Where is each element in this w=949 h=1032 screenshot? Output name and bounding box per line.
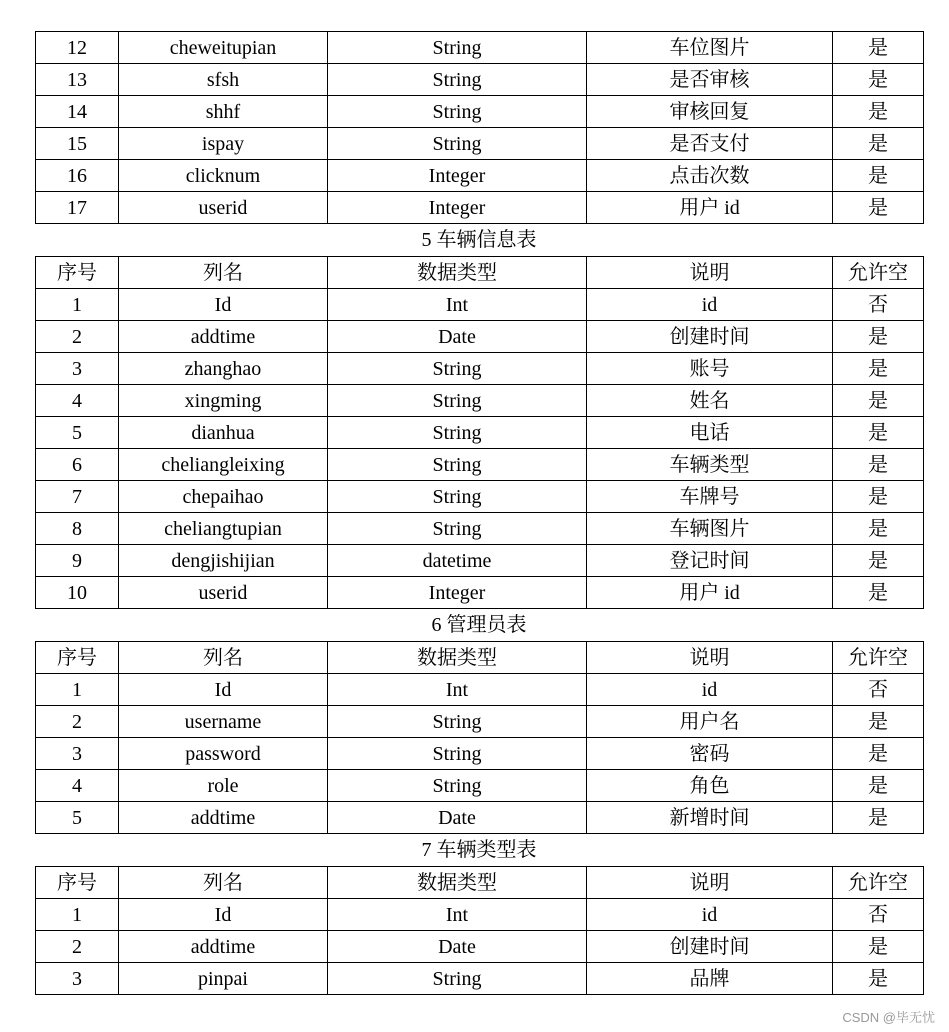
description-cell: 创建时间 [587, 321, 833, 353]
nullable-cell: 是 [833, 770, 924, 802]
data-type-cell: datetime [328, 545, 587, 577]
data-type-cell: String [328, 738, 587, 770]
seq-cell: 3 [36, 738, 119, 770]
table-row [36, 674, 924, 706]
header-description-cell: 说明 [587, 867, 833, 899]
column-name-cell: userid [119, 192, 328, 224]
table-row [36, 931, 924, 963]
schema-table [35, 641, 924, 834]
column-name-cell: password [119, 738, 328, 770]
seq-cell: 2 [36, 931, 119, 963]
description-cell: 登记时间 [587, 545, 833, 577]
column-name-cell: username [119, 706, 328, 738]
description-cell: 审核回复 [587, 96, 833, 128]
table-header-row [36, 257, 924, 289]
table-row [36, 577, 924, 609]
nullable-cell: 否 [833, 674, 924, 706]
header-data-type-cell: 数据类型 [328, 257, 587, 289]
table-row [36, 899, 924, 931]
seq-cell: 10 [36, 577, 119, 609]
description-cell: 账号 [587, 353, 833, 385]
seq-cell: 4 [36, 770, 119, 802]
seq-cell: 16 [36, 160, 119, 192]
schema-table [35, 256, 924, 609]
column-name-cell: cheliangtupian [119, 513, 328, 545]
table-caption: 5 车辆信息表 [421, 229, 537, 251]
nullable-cell: 是 [833, 385, 924, 417]
nullable-cell: 是 [833, 64, 924, 96]
nullable-cell: 是 [833, 545, 924, 577]
table-row [36, 128, 924, 160]
nullable-cell: 是 [833, 96, 924, 128]
column-name-cell: pinpai [119, 963, 328, 995]
description-cell: 创建时间 [587, 931, 833, 963]
header-seq-cell: 序号 [36, 257, 119, 289]
description-cell: 车辆类型 [587, 449, 833, 481]
column-name-cell: addtime [119, 931, 328, 963]
data-type-cell: String [328, 128, 587, 160]
nullable-cell: 是 [833, 931, 924, 963]
table-row [36, 32, 924, 64]
description-cell: 是否支付 [587, 128, 833, 160]
data-type-cell: String [328, 513, 587, 545]
nullable-cell: 是 [833, 128, 924, 160]
nullable-cell: 否 [833, 899, 924, 931]
seq-cell: 5 [36, 802, 119, 834]
description-cell: 点击次数 [587, 160, 833, 192]
table-row [36, 353, 924, 385]
column-name-cell: role [119, 770, 328, 802]
description-cell: 角色 [587, 770, 833, 802]
column-name-cell: Id [119, 899, 328, 931]
table-caption: 6 管理员表 [431, 614, 527, 636]
data-type-cell: String [328, 963, 587, 995]
seq-cell: 14 [36, 96, 119, 128]
header-column-name-cell: 列名 [119, 642, 328, 674]
description-cell: 电话 [587, 417, 833, 449]
column-name-cell: userid [119, 577, 328, 609]
data-type-cell: String [328, 64, 587, 96]
table-row [36, 770, 924, 802]
table-row [36, 417, 924, 449]
table-row [36, 321, 924, 353]
description-cell: 车辆图片 [587, 513, 833, 545]
table-row [36, 192, 924, 224]
data-type-cell: String [328, 385, 587, 417]
table-row [36, 96, 924, 128]
seq-cell: 4 [36, 385, 119, 417]
description-cell: 车位图片 [587, 32, 833, 64]
table-row [36, 545, 924, 577]
nullable-cell: 是 [833, 706, 924, 738]
description-cell: id [587, 899, 833, 931]
description-cell: 是否审核 [587, 64, 833, 96]
nullable-cell: 是 [833, 32, 924, 64]
column-name-cell: zhanghao [119, 353, 328, 385]
table-row [36, 64, 924, 96]
data-type-cell: String [328, 706, 587, 738]
nullable-cell: 是 [833, 417, 924, 449]
header-description-cell: 说明 [587, 257, 833, 289]
data-type-cell: String [328, 449, 587, 481]
column-name-cell: Id [119, 674, 328, 706]
seq-cell: 1 [36, 899, 119, 931]
header-nullable-cell: 允许空 [833, 257, 924, 289]
data-type-cell: Date [328, 931, 587, 963]
data-type-cell: String [328, 417, 587, 449]
seq-cell: 3 [36, 353, 119, 385]
nullable-cell: 是 [833, 963, 924, 995]
table-row [36, 449, 924, 481]
table-row [36, 160, 924, 192]
column-name-cell: cheliangleixing [119, 449, 328, 481]
nullable-cell: 是 [833, 160, 924, 192]
data-type-cell: String [328, 96, 587, 128]
nullable-cell: 是 [833, 577, 924, 609]
description-cell: id [587, 674, 833, 706]
header-nullable-cell: 允许空 [833, 642, 924, 674]
description-cell: 车牌号 [587, 481, 833, 513]
seq-cell: 6 [36, 449, 119, 481]
seq-cell: 7 [36, 481, 119, 513]
header-seq-cell: 序号 [36, 642, 119, 674]
data-type-cell: Integer [328, 192, 587, 224]
column-name-cell: cheweitupian [119, 32, 328, 64]
seq-cell: 12 [36, 32, 119, 64]
description-cell: id [587, 289, 833, 321]
description-cell: 用户名 [587, 706, 833, 738]
data-type-cell: Date [328, 321, 587, 353]
nullable-cell: 是 [833, 513, 924, 545]
description-cell: 用户 id [587, 577, 833, 609]
data-type-cell: String [328, 770, 587, 802]
table-row [36, 963, 924, 995]
data-type-cell: Integer [328, 160, 587, 192]
column-name-cell: dianhua [119, 417, 328, 449]
header-description-cell: 说明 [587, 642, 833, 674]
nullable-cell: 是 [833, 449, 924, 481]
nullable-cell: 是 [833, 321, 924, 353]
data-type-cell: Int [328, 674, 587, 706]
data-type-cell: Int [328, 289, 587, 321]
header-column-name-cell: 列名 [119, 257, 328, 289]
table-caption: 7 车辆类型表 [421, 839, 537, 861]
table-row [36, 513, 924, 545]
column-name-cell: sfsh [119, 64, 328, 96]
seq-cell: 13 [36, 64, 119, 96]
header-nullable-cell: 允许空 [833, 867, 924, 899]
table-row [36, 385, 924, 417]
column-name-cell: shhf [119, 96, 328, 128]
seq-cell: 5 [36, 417, 119, 449]
column-name-cell: clicknum [119, 160, 328, 192]
seq-cell: 2 [36, 706, 119, 738]
header-seq-cell: 序号 [36, 867, 119, 899]
table-row [36, 738, 924, 770]
data-type-cell: Date [328, 802, 587, 834]
seq-cell: 2 [36, 321, 119, 353]
description-cell: 用户 id [587, 192, 833, 224]
nullable-cell: 是 [833, 353, 924, 385]
data-type-cell: String [328, 32, 587, 64]
column-name-cell: ispay [119, 128, 328, 160]
header-data-type-cell: 数据类型 [328, 867, 587, 899]
table-row [36, 289, 924, 321]
description-cell: 密码 [587, 738, 833, 770]
column-name-cell: addtime [119, 802, 328, 834]
table-row [36, 802, 924, 834]
table-header-row [36, 642, 924, 674]
nullable-cell: 是 [833, 802, 924, 834]
seq-cell: 9 [36, 545, 119, 577]
seq-cell: 3 [36, 963, 119, 995]
seq-cell: 1 [36, 289, 119, 321]
seq-cell: 15 [36, 128, 119, 160]
column-name-cell: addtime [119, 321, 328, 353]
column-name-cell: xingming [119, 385, 328, 417]
document-body [35, 31, 923, 995]
column-name-cell: Id [119, 289, 328, 321]
schema-table [35, 866, 924, 995]
data-type-cell: Integer [328, 577, 587, 609]
table-header-row [36, 867, 924, 899]
description-cell: 姓名 [587, 385, 833, 417]
nullable-cell: 是 [833, 192, 924, 224]
csdn-watermark: CSDN @毕无忧 [842, 1010, 935, 1025]
seq-cell: 17 [36, 192, 119, 224]
schema-table [35, 31, 924, 224]
column-name-cell: dengjishijian [119, 545, 328, 577]
description-cell: 新增时间 [587, 802, 833, 834]
data-type-cell: String [328, 481, 587, 513]
data-type-cell: Int [328, 899, 587, 931]
column-name-cell: chepaihao [119, 481, 328, 513]
nullable-cell: 是 [833, 481, 924, 513]
nullable-cell: 否 [833, 289, 924, 321]
nullable-cell: 是 [833, 738, 924, 770]
seq-cell: 8 [36, 513, 119, 545]
header-data-type-cell: 数据类型 [328, 642, 587, 674]
description-cell: 品牌 [587, 963, 833, 995]
seq-cell: 1 [36, 674, 119, 706]
header-column-name-cell: 列名 [119, 867, 328, 899]
table-row [36, 706, 924, 738]
data-type-cell: String [328, 353, 587, 385]
table-row [36, 481, 924, 513]
